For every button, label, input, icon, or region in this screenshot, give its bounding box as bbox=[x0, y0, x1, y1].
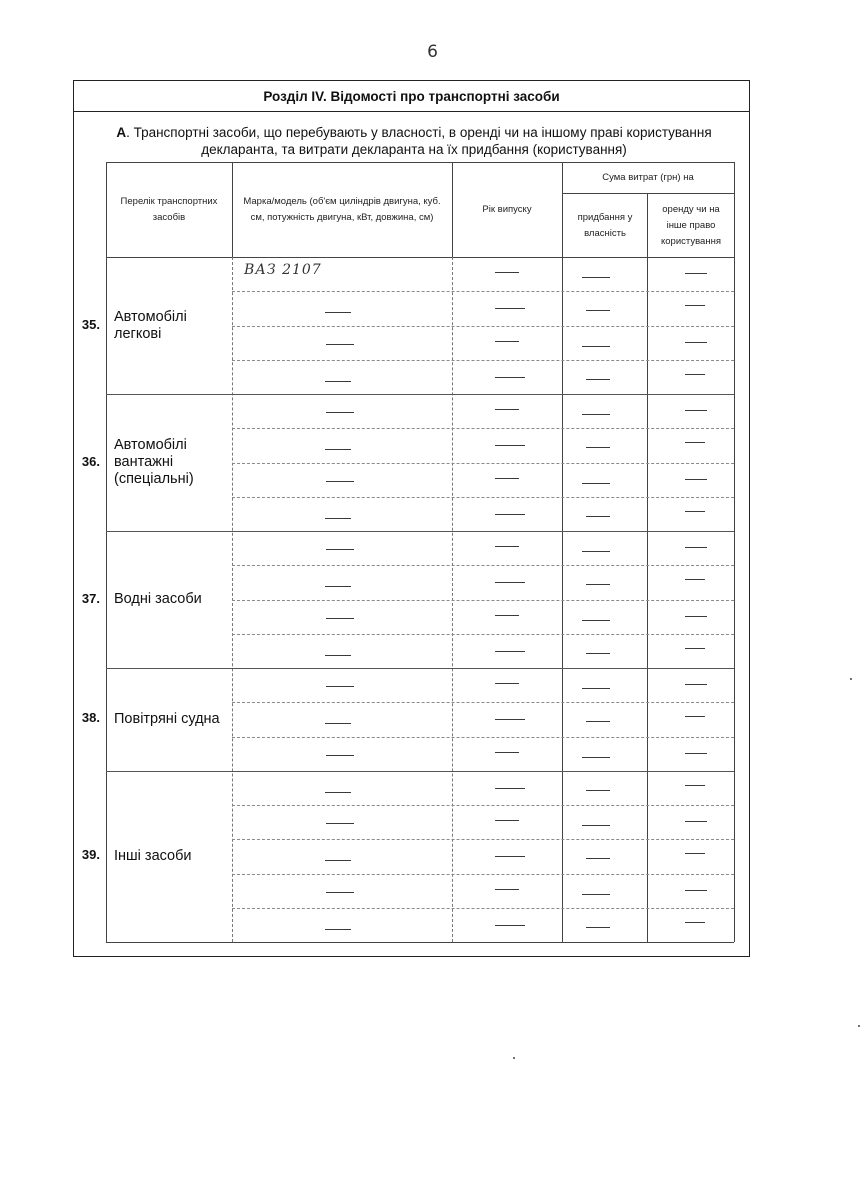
empty-cell-dash bbox=[586, 858, 610, 859]
empty-cell-dash bbox=[685, 648, 705, 649]
empty-cell-dash bbox=[582, 825, 610, 826]
row-separator bbox=[232, 360, 734, 361]
empty-cell-dash bbox=[586, 584, 610, 585]
empty-cell-dash bbox=[326, 481, 354, 482]
empty-cell-dash bbox=[586, 379, 610, 380]
category-number: 38. bbox=[81, 710, 100, 726]
row-separator bbox=[232, 428, 734, 429]
empty-cell-dash bbox=[685, 890, 707, 891]
row-separator bbox=[232, 463, 734, 464]
empty-cell-dash bbox=[495, 856, 525, 857]
empty-cell-dash bbox=[685, 684, 707, 685]
scan-speck bbox=[850, 678, 852, 680]
category-separator bbox=[106, 668, 734, 669]
empty-cell-dash bbox=[325, 586, 351, 587]
expenses-header-divider bbox=[562, 193, 734, 194]
empty-cell-dash bbox=[325, 860, 351, 861]
empty-cell-dash bbox=[326, 755, 354, 756]
category-separator bbox=[106, 771, 734, 772]
col-divider-brand-header bbox=[232, 162, 233, 257]
empty-cell-dash bbox=[685, 410, 707, 411]
empty-cell-dash bbox=[586, 927, 610, 928]
row-separator bbox=[232, 326, 734, 327]
empty-cell-dash bbox=[685, 785, 705, 786]
empty-cell-dash bbox=[326, 892, 354, 893]
empty-cell-dash bbox=[685, 479, 707, 480]
category-label: Інші засоби bbox=[114, 847, 192, 864]
row-separator bbox=[232, 839, 734, 840]
empty-cell-dash bbox=[582, 688, 610, 689]
subsection-heading bbox=[104, 124, 724, 158]
section-frame bbox=[73, 80, 750, 957]
row-separator bbox=[232, 565, 734, 566]
empty-cell-dash bbox=[495, 820, 519, 821]
category-number: 35. bbox=[81, 316, 100, 332]
empty-cell-dash bbox=[582, 277, 610, 278]
empty-cell-dash bbox=[326, 344, 354, 345]
subsection-text-line1: . Транспортні засоби, що перебувають у власності, в оренді чи на іншому праві користування bbox=[126, 125, 712, 140]
category-label: Водні засоби bbox=[114, 591, 202, 607]
header-purchase: придбання у власність bbox=[577, 212, 633, 239]
category-separator bbox=[106, 531, 734, 532]
empty-cell-dash bbox=[495, 546, 519, 547]
header-expenses: Сума витрат (грн) на bbox=[602, 171, 694, 183]
empty-cell-dash bbox=[325, 792, 351, 793]
empty-cell-dash bbox=[495, 752, 519, 753]
category-label: Автомобілі вантажні (спеціальні) bbox=[114, 437, 194, 487]
row-separator bbox=[232, 874, 734, 875]
empty-cell-dash bbox=[495, 683, 519, 684]
row-separator bbox=[232, 634, 734, 635]
empty-cell-dash bbox=[495, 341, 519, 342]
header-brand: Марка/модель (об'єм циліндрів двигуна, куб. см, потужність двигуна, кВт, довжина, см) bbox=[243, 195, 441, 223]
col-divider-rent-header bbox=[647, 193, 648, 257]
empty-cell-dash bbox=[495, 615, 519, 616]
empty-cell-dash bbox=[326, 412, 354, 413]
empty-cell-dash bbox=[495, 651, 525, 652]
empty-cell-dash bbox=[685, 922, 705, 923]
empty-cell-dash bbox=[685, 374, 705, 375]
empty-cell-dash bbox=[325, 929, 351, 930]
empty-cell-dash bbox=[685, 753, 707, 754]
empty-cell-dash bbox=[685, 616, 707, 617]
empty-cell-dash bbox=[582, 620, 610, 621]
col-divider-year-header bbox=[452, 162, 453, 257]
row-separator bbox=[232, 908, 734, 909]
table-left-border bbox=[106, 162, 107, 942]
empty-cell-dash bbox=[495, 308, 525, 309]
subsection-text-line2: декларанта, та витрати декларанта на їх придбання (користування) bbox=[201, 142, 627, 157]
empty-cell-dash bbox=[685, 716, 705, 717]
empty-cell-dash bbox=[325, 449, 351, 450]
empty-cell-dash bbox=[325, 381, 351, 382]
empty-cell-dash bbox=[586, 516, 610, 517]
empty-cell-dash bbox=[582, 483, 610, 484]
empty-cell-dash bbox=[685, 442, 705, 443]
empty-cell-dash bbox=[495, 409, 519, 410]
category-separator bbox=[106, 394, 734, 395]
empty-cell-dash bbox=[582, 414, 610, 415]
category-number: 39. bbox=[81, 847, 100, 863]
empty-cell-dash bbox=[325, 723, 351, 724]
empty-cell-dash bbox=[495, 582, 525, 583]
empty-cell-dash bbox=[495, 445, 525, 446]
category-label: Автомобілі легкові bbox=[114, 308, 187, 342]
row-separator bbox=[232, 737, 734, 738]
empty-cell-dash bbox=[495, 377, 525, 378]
entry-brand-handwritten: ВАЗ 2107 bbox=[244, 262, 322, 278]
empty-cell-dash bbox=[685, 547, 707, 548]
empty-cell-dash bbox=[685, 273, 707, 274]
row-separator bbox=[232, 291, 734, 292]
header-year: Рік випуску bbox=[482, 203, 532, 215]
empty-cell-dash bbox=[495, 478, 519, 479]
empty-cell-dash bbox=[582, 894, 610, 895]
empty-cell-dash bbox=[586, 790, 610, 791]
subsection-letter: А bbox=[116, 125, 127, 140]
section-title: Розділ IV. Відомості про транспортні засоби bbox=[74, 81, 749, 112]
empty-cell-dash bbox=[582, 551, 610, 552]
empty-cell-dash bbox=[495, 719, 525, 720]
empty-cell-dash bbox=[495, 514, 525, 515]
empty-cell-dash bbox=[326, 549, 354, 550]
empty-cell-dash bbox=[495, 925, 525, 926]
empty-cell-dash bbox=[586, 653, 610, 654]
row-separator bbox=[232, 805, 734, 806]
empty-cell-dash bbox=[586, 721, 610, 722]
empty-cell-dash bbox=[495, 272, 519, 273]
empty-cell-dash bbox=[495, 889, 519, 890]
empty-cell-dash bbox=[325, 655, 351, 656]
empty-cell-dash bbox=[582, 757, 610, 758]
category-number: 36. bbox=[81, 453, 100, 469]
empty-cell-dash bbox=[325, 518, 351, 519]
vehicles-table bbox=[81, 162, 734, 942]
scan-speck bbox=[513, 1057, 515, 1059]
row-separator bbox=[232, 600, 734, 601]
table-header-bottom bbox=[106, 257, 734, 258]
scan-speck bbox=[858, 1025, 860, 1027]
empty-cell-dash bbox=[685, 821, 707, 822]
empty-cell-dash bbox=[586, 310, 610, 311]
empty-cell-dash bbox=[685, 305, 705, 306]
empty-cell-dash bbox=[495, 788, 525, 789]
page-number: 6 bbox=[427, 42, 438, 62]
empty-cell-dash bbox=[582, 346, 610, 347]
row-separator bbox=[232, 497, 734, 498]
row-separator bbox=[232, 702, 734, 703]
header-list: Перелік транспортних засобів bbox=[120, 195, 218, 223]
empty-cell-dash bbox=[586, 447, 610, 448]
empty-cell-dash bbox=[685, 511, 705, 512]
empty-cell-dash bbox=[325, 312, 351, 313]
table-bottom-border bbox=[106, 942, 734, 943]
empty-cell-dash bbox=[685, 342, 707, 343]
category-number: 37. bbox=[81, 590, 100, 606]
header-rent: оренду чи на інше право користування bbox=[661, 204, 721, 247]
empty-cell-dash bbox=[326, 686, 354, 687]
empty-cell-dash bbox=[685, 579, 705, 580]
category-label: Повітряні судна bbox=[114, 710, 220, 727]
empty-cell-dash bbox=[326, 618, 354, 619]
table-right-border bbox=[734, 162, 735, 942]
empty-cell-dash bbox=[685, 853, 705, 854]
empty-cell-dash bbox=[326, 823, 354, 824]
